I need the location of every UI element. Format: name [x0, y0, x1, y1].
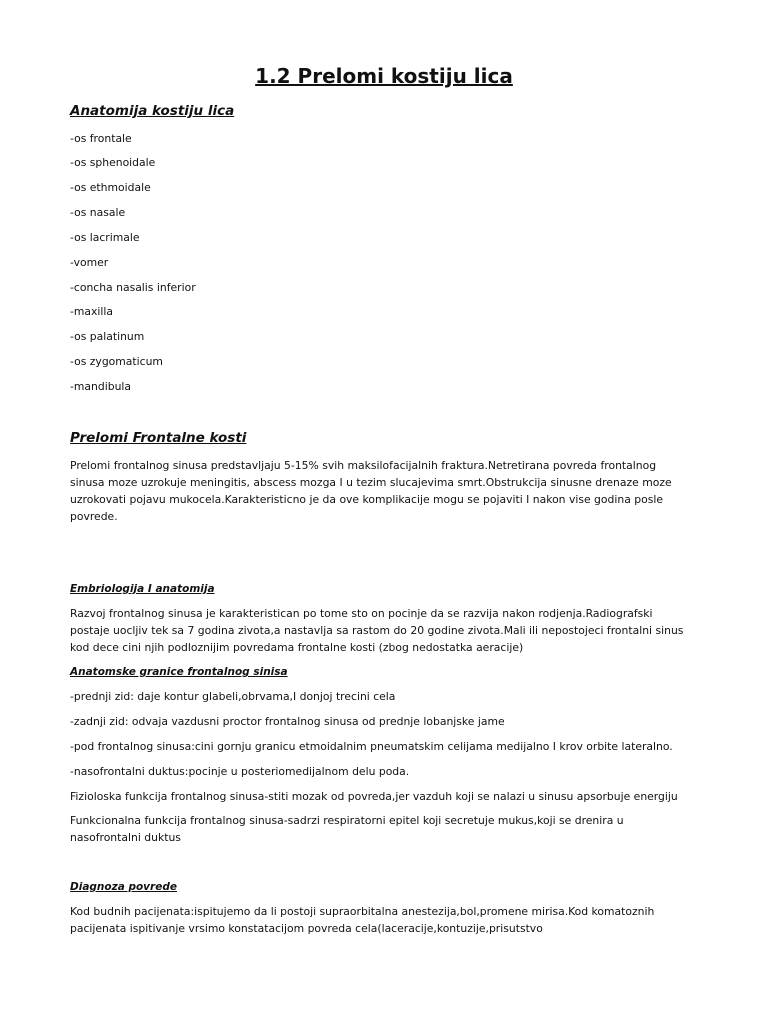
bone-item-os-nasale: -os nasale — [70, 206, 126, 219]
bone-item-os-lacrimale: -os lacrimale — [70, 231, 140, 244]
bone-item-maxilla: -maxilla — [70, 305, 114, 318]
diagnosis-heading: Diagnoza povrede — [70, 881, 177, 893]
physiological-function-text: Fizioloska funkcija frontalnog sinusa-stiti mozak od povreda,jer vazduh koji se nalazi u sinusu apsorbuje energiju — [70, 790, 678, 803]
bone-item-concha: -concha nasalis inferior — [70, 281, 196, 294]
bone-item-vomer: -vomer — [70, 256, 109, 269]
diagnosis-paragraph: Kod budnih pacijenata:ispitujemo da li postoji supraorbitalna anestezija,bol,promene mirisa.Kod komatoznih pacijenata ispitivanje vrsimo konstatacijom povreda cela(laceracije,kontuzije,prisutstvo — [70, 905, 655, 935]
bone-item-os-palatinum: -os palatinum — [70, 330, 145, 343]
boundary-item-front-wall: -prednji zid: daje kontur glabeli,obrvama,I donjoj trecini cela — [70, 690, 396, 703]
bone-item-mandibula: -mandibula — [70, 380, 132, 393]
embryology-heading: Embriologija I anatomija — [70, 583, 215, 595]
bone-item-os-frontale: -os frontale — [70, 132, 132, 145]
bone-item-os-sphenoidale: -os sphenoidale — [70, 156, 156, 169]
embryology-paragraph: Razvoj frontalnog sinusa je karakteristican po tome sto on pocinje da se razvija nakon rodjenja.Radiografski postaje uocljiv tek sa 7 godina zivota,a nastavlja sa rastom do 20 godine zivota.Mali ili nepostojeci frontalni sinus kod dece cini njih podloznijim povredama frontalne kosti (zbog nedostatka aeracije) — [70, 607, 684, 654]
bone-item-os-ethmoidale: -os ethmoidale — [70, 181, 151, 194]
boundaries-heading: Anatomske granice frontalnog sinisa — [70, 666, 288, 678]
frontal-heading: Prelomi Frontalne kosti — [70, 430, 247, 446]
anatomy-heading: Anatomija kostiju lica — [70, 103, 235, 119]
boundary-item-back-wall: -zadnji zid: odvaja vazdusni proctor frontalnog sinusa od prednje lobanjske jame — [70, 715, 505, 728]
frontal-intro-paragraph: Prelomi frontalnog sinusa predstavljaju 5-15% svih maksilofacijalnih fraktura.Netretirana povreda frontalnog sinusa moze uzrokuje meningitis, abscess mozga I u tezim slucajevima smrt.Obstrukcija sinusne drenaze moze uzrokovati pojavu mukocela.Karakteristicno je da ove komplikacije mogu se pojaviti I nakon vise godina posle povrede. — [70, 459, 672, 523]
boundary-item-nasofrontal-duct: -nasofrontalni duktus:pocinje u posteriomedijalnom delu poda. — [70, 765, 410, 778]
boundary-item-floor: -pod frontalnog sinusa:cini gornju granicu etmoidalnim pneumatskim celijama medijalno I krov orbite lateralno. — [70, 740, 673, 753]
functional-function-paragraph: Funkcionalna funkcija frontalnog sinusa-sadrzi respiratorni epitel koji secretuje mukus,koji se drenira u nasofrontalni duktus — [70, 814, 624, 844]
document-title: 1.2 Prelomi kostiju lica — [255, 64, 513, 88]
bone-item-os-zygomaticum: -os zygomaticum — [70, 355, 163, 368]
